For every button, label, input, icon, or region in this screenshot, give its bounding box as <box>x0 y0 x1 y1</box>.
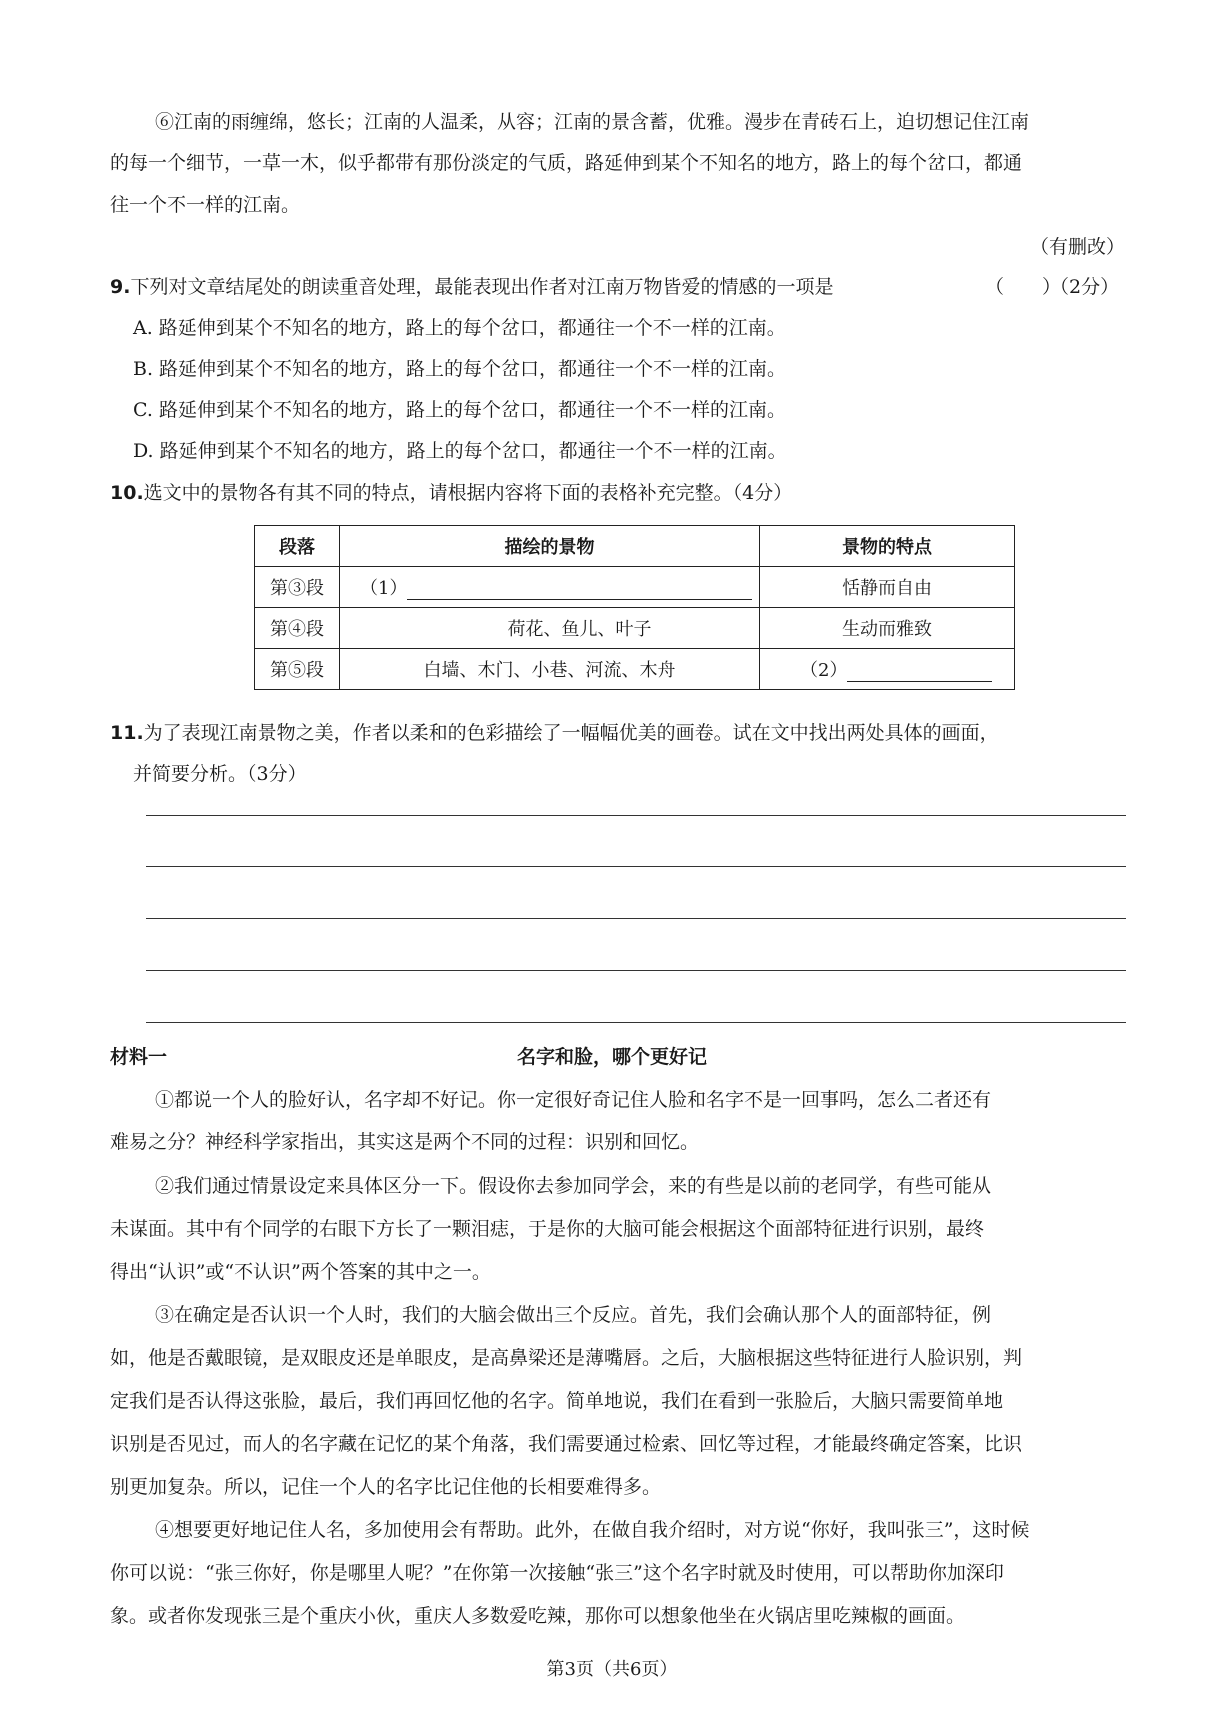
question-10-text: 选文中的景物各有其不同的特点，请根据内容将下面的表格补充完整。（4分） <box>143 482 793 504</box>
table-cell-feature <box>760 649 1015 690</box>
blank-2-label: （2） <box>800 660 848 681</box>
material-title: 名字和脸，哪个更好记 <box>516 1046 707 1068</box>
material-p3-line5: 别更加复杂。所以，记住一个人的名字比记住他的长相要难得多。 <box>110 1476 662 1498</box>
table-row <box>255 649 1015 690</box>
material-p3-line3: 定我们是否认得这张脸，最后，我们再回忆他的名字。简单地说，我们在看到一张脸后，大脑只需要简单地 <box>110 1390 1004 1412</box>
table-header-feature: 景物的特点 <box>760 526 1015 567</box>
table-cell-feature: 恬静而自由 <box>760 567 1015 608</box>
blank-2-input[interactable] <box>847 661 992 682</box>
question-9-score: （2分） <box>1050 276 1120 298</box>
material-p4-line3: 象。或者你发现张三是个重庆小伙，重庆人多数爱吃辣，那你可以想象他坐在火锅店里吃辣椒的画面。 <box>110 1605 966 1627</box>
question-9-option-d: D. 路延伸到某个不知名的地方，路上的每个岔口，都通往一个不一样的江南。 <box>133 440 787 462</box>
table-cell-feature: 生动而雅致 <box>760 608 1015 649</box>
answer-line[interactable] <box>146 866 1126 867</box>
material-p1-line2: 难易之分？神经科学家指出，其实这是两个不同的过程：识别和回忆。 <box>110 1131 700 1153</box>
table-cell-paragraph: 第④段 <box>255 608 340 649</box>
table-cell-paragraph: 第⑤段 <box>255 649 340 690</box>
table-header-paragraph: 段落 <box>255 526 340 567</box>
table-cell-scene: 白墙、木门、小巷、河流、木舟 <box>340 649 760 690</box>
material-p4-line2: 你可以说：“张三你好，你是哪里人呢？”在你第一次接触“张三”这个名字时就及时使用，可以帮助你加深印 <box>110 1562 1004 1584</box>
table-cell-paragraph: 第③段 <box>255 567 340 608</box>
material-p2-line3: 得出“认识”或“不认识”两个答案的其中之一。 <box>110 1261 491 1283</box>
table-cell-scene: 荷花、鱼儿、叶子 <box>340 608 760 649</box>
question-11-number: 11. <box>110 722 144 744</box>
question-9-option-b: B. 路延伸到某个不知名的地方，路上的每个岔口，都通往一个不一样的江南。 <box>133 358 787 380</box>
question-10-number: 10. <box>110 482 144 504</box>
question-9-answer-bracket[interactable]: （ ） <box>985 276 1062 298</box>
blank-1-input[interactable] <box>407 579 752 600</box>
question-9-option-a: A. 路延伸到某个不知名的地方，路上的每个岔口，都通往一个不一样的江南。 <box>133 317 786 339</box>
table-row <box>255 567 1015 608</box>
question-9-text: 下列对文章结尾处的朗读重音处理，最能表现出作者对江南万物皆爱的情感的一项是 <box>130 276 834 298</box>
answer-line[interactable] <box>146 970 1126 971</box>
scenery-table <box>254 525 1015 690</box>
material-p3-line2: 如，他是否戴眼镜，是双眼皮还是单眼皮，是高鼻梁还是薄嘴唇。之后，大脑根据这些特征进行人脸识别，判 <box>110 1347 1023 1369</box>
para6-line1: ⑥江南的雨缠绵，悠长；江南的人温柔，从容；江南的景含蓄，优雅。漫步在青砖石上，迫切想记住江南 <box>155 111 1030 133</box>
material-p2-line2: 未谋面。其中有个同学的右眼下方长了一颗泪痣，于是你的大脑可能会根据这个面部特征进行识别，最终 <box>110 1218 985 1240</box>
table-header-row <box>255 526 1015 567</box>
material-p4-line1: ④想要更好地记住人名，多加使用会有帮助。此外，在做自我介绍时，对方说“你好，我叫张三”，这时候 <box>155 1519 1030 1541</box>
question-11 <box>110 718 1125 745</box>
material-label: 材料一 <box>110 1046 168 1068</box>
table-row <box>255 608 1015 649</box>
question-9 <box>110 272 1135 299</box>
para6-line2: 的每一个细节，一草一木，似乎都带有那份淡定的气质，路延伸到某个不知名的地方，路上的每个岔口，都通 <box>110 152 1023 174</box>
question-11-line2: 并简要分析。（3分） <box>133 763 307 785</box>
answer-line[interactable] <box>146 815 1126 816</box>
answer-line[interactable] <box>146 1022 1126 1023</box>
question-9-option-c: C. 路延伸到某个不知名的地方，路上的每个岔口，都通往一个不一样的江南。 <box>133 399 786 421</box>
material-p2-line1: ②我们通过情景设定来具体区分一下。假设你去参加同学会，来的有些是以前的老同学，有些可能从 <box>155 1175 992 1197</box>
question-10 <box>110 478 1125 505</box>
question-11-line1: 为了表现江南景物之美，作者以柔和的色彩描绘了一幅幅优美的画卷。试在文中找出两处具体的画面， <box>143 722 999 744</box>
material-p1-line1: ①都说一个人的脸好认，名字却不好记。你一定很好奇记住人脸和名字不是一回事吗，怎么二者还有 <box>155 1089 992 1111</box>
page-footer: 第3页（共6页） <box>546 1659 678 1680</box>
para6-line3: 往一个不一样的江南。 <box>110 194 301 216</box>
material-p3-line4: 识别是否见过，而人的名字藏在记忆的某个角落，我们需要通过检索、回忆等过程，才能最终确定答案，比识 <box>110 1433 1023 1455</box>
source-note: （有删改） <box>1030 236 1126 258</box>
material-p3-line1: ③在确定是否认识一个人时，我们的大脑会做出三个反应。首先，我们会确认那个人的面部特征，例 <box>155 1304 992 1326</box>
answer-line[interactable] <box>146 918 1126 919</box>
table-cell-scene <box>340 567 760 608</box>
blank-1-label: （1） <box>360 578 408 599</box>
question-9-number: 9. <box>110 276 131 298</box>
table-header-scene: 描绘的景物 <box>340 526 760 567</box>
